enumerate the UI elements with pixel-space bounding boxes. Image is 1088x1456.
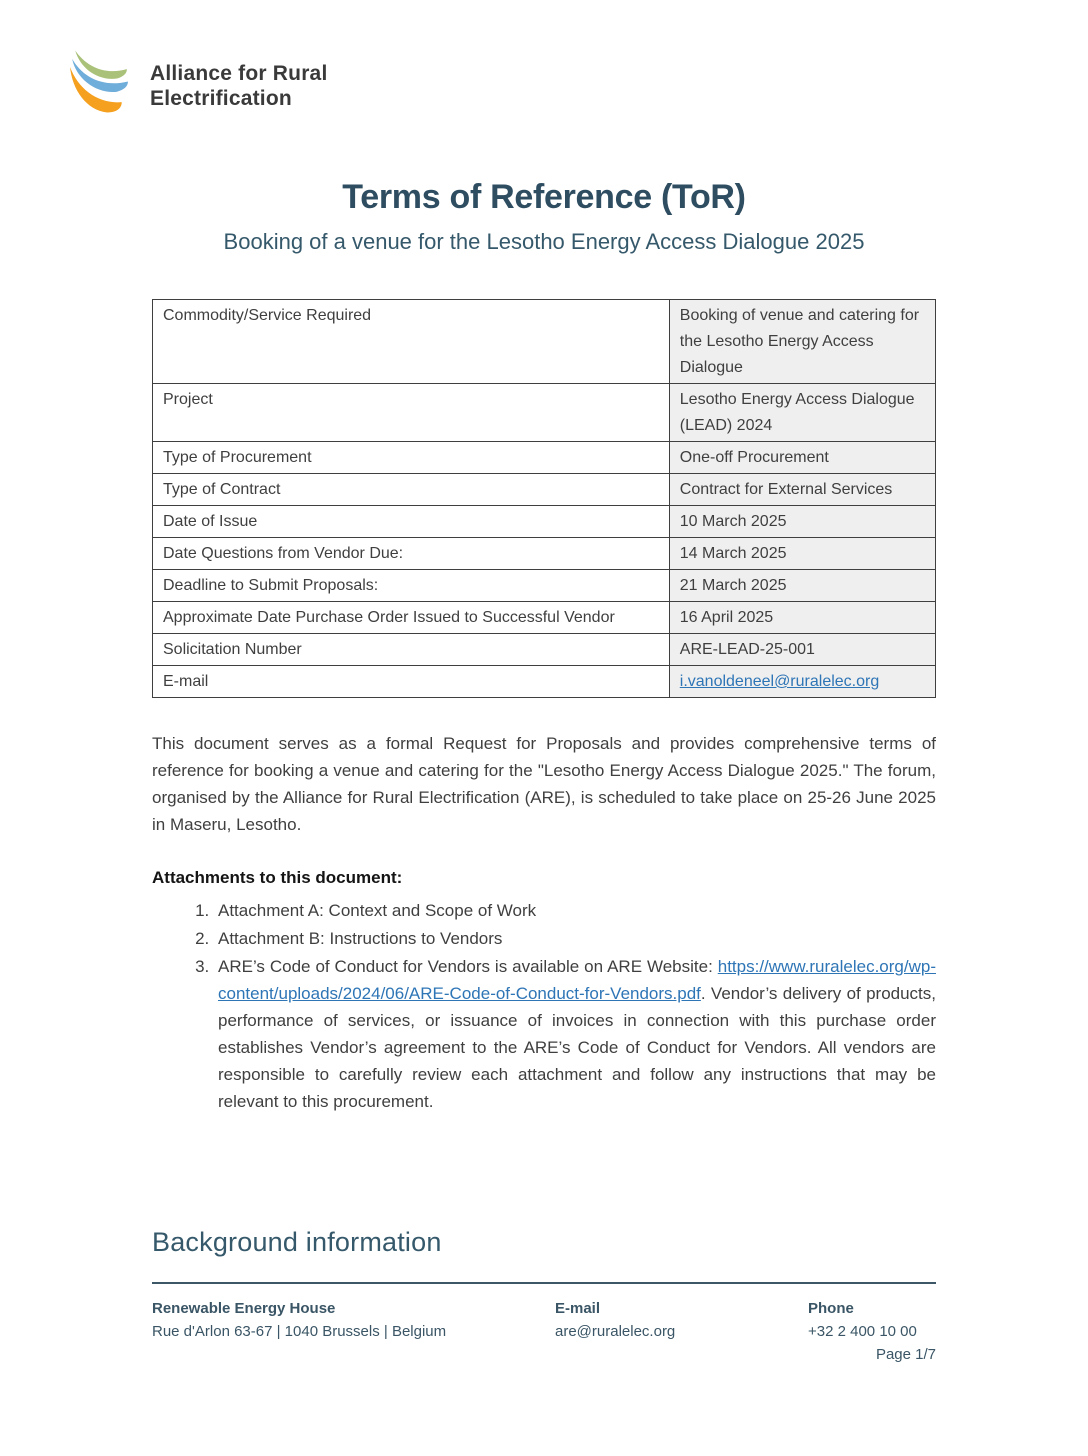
- footer-email-block: [555, 1297, 808, 1366]
- row-value-text: Contract for External Services: [679, 481, 893, 498]
- table-row: [153, 570, 936, 602]
- row-label: Date of Issue: [153, 506, 670, 538]
- row-value: [669, 506, 935, 538]
- row-label: Commodity/Service Required: [153, 300, 670, 384]
- row-value-text: 16 April 2025: [679, 609, 774, 626]
- footer-email-label: E-mail: [555, 1300, 601, 1317]
- row-label: Project: [153, 384, 670, 442]
- footer-phone-value: +32 2 400 10 00: [808, 1323, 917, 1340]
- row-value: [669, 300, 935, 384]
- background-section-heading: Background information: [152, 1227, 442, 1257]
- row-value-text: ARE-LEAD-25-001: [679, 641, 815, 658]
- attachments-heading: Attachments to this document:: [152, 868, 403, 887]
- brand-name-line1: Alliance for Rural: [150, 62, 328, 85]
- page-number: Page 1/7: [875, 1346, 936, 1363]
- attachment-item-code-of-conduct: [214, 953, 936, 1115]
- attachments-list: [152, 897, 936, 1115]
- row-value-text: One-off Procurement: [679, 449, 829, 466]
- row-label: Deadline to Submit Proposals:: [153, 570, 670, 602]
- row-value: [669, 384, 935, 442]
- brand-name: [150, 48, 327, 111]
- table-row: [153, 384, 936, 442]
- row-value-text: 21 March 2025: [679, 577, 787, 594]
- row-value: [669, 474, 935, 506]
- intro-paragraph: This document serves as a formal Request for Proposals and provides comprehensive terms of reference for booking a venue and catering for the "Lesotho Energy Access Dialogue 2025." The forum, organised by the Alliance for Rural Electrification (ARE), is scheduled to take place on 25-26 June 2025 in Maseru, Lesotho.: [152, 734, 936, 834]
- contact-email-link[interactable]: i.vanoldeneel@ruralelec.org: [679, 673, 880, 690]
- table-row: [153, 474, 936, 506]
- row-label: Type of Procurement: [153, 442, 670, 474]
- row-label: Date Questions from Vendor Due:: [153, 538, 670, 570]
- row-value: [669, 570, 935, 602]
- row-value-text: Booking of venue and catering for the Lesotho Energy Access Dialogue: [679, 307, 920, 376]
- header: [68, 48, 936, 116]
- table-row: [153, 634, 936, 666]
- item3-text-after: . Vendor’s delivery of products, performance of services, or issuance of invoices in connection with this purchase order establishes Vendor’s agreement to the ARE’s Code of Conduct for Vendors. All vendors are responsible to carefully review each attachment and follow any instructions that may be relevant to this procurement.: [218, 984, 936, 1111]
- page-title: Terms of Reference (ToR): [342, 178, 746, 216]
- row-value: [669, 666, 935, 698]
- attachment-item-b: 2. Attachment B: Instructions to Vendors: [214, 925, 936, 952]
- attachment-item-a: 1. Attachment A: Context and Scope of Work: [214, 897, 936, 924]
- are-logo-icon: [68, 48, 130, 116]
- row-label: E-mail: [153, 666, 670, 698]
- row-value: [669, 538, 935, 570]
- table-row: [153, 442, 936, 474]
- table-row: [153, 538, 936, 570]
- footer-address: Rue d'Arlon 63-67 | 1040 Brussels | Belgium: [152, 1323, 447, 1340]
- footer-org-name: Renewable Energy House: [152, 1300, 336, 1317]
- brand-name-line2: Electrification: [150, 87, 292, 110]
- footer-email-value: are@ruralelec.org: [555, 1323, 676, 1340]
- table-row: [153, 602, 936, 634]
- table-row: [153, 506, 936, 538]
- footer-phone-block: [808, 1297, 936, 1366]
- code-of-conduct-link[interactable]: https://www.ruralelec.org/wp-content/uploads/2024/06/ARE-Code-of-Conduct-for-Vendors.pdf: [218, 957, 936, 1003]
- procurement-info-table: [152, 299, 936, 698]
- row-value-text: Lesotho Energy Access Dialogue (LEAD) 2024: [679, 391, 915, 434]
- footer-address-block: [152, 1297, 555, 1366]
- footer-phone-label: Phone: [808, 1300, 854, 1317]
- row-value: [669, 602, 935, 634]
- page-footer: [152, 1297, 936, 1366]
- footer-divider: [152, 1282, 936, 1284]
- document-page: [0, 48, 1088, 1366]
- item3-text-before: ARE’s Code of Conduct for Vendors is available on ARE Website:: [218, 957, 718, 976]
- row-value-text: 10 March 2025: [679, 513, 787, 530]
- row-value: [669, 634, 935, 666]
- table-row: [153, 666, 936, 698]
- row-label: Type of Contract: [153, 474, 670, 506]
- row-value: [669, 442, 935, 474]
- row-value-text: 14 March 2025: [679, 545, 787, 562]
- page-subtitle: Booking of a venue for the Lesotho Energy Access Dialogue 2025: [223, 229, 865, 254]
- row-label: Approximate Date Purchase Order Issued to Successful Vendor: [153, 602, 670, 634]
- row-label: Solicitation Number: [153, 634, 670, 666]
- table-row: [153, 300, 936, 384]
